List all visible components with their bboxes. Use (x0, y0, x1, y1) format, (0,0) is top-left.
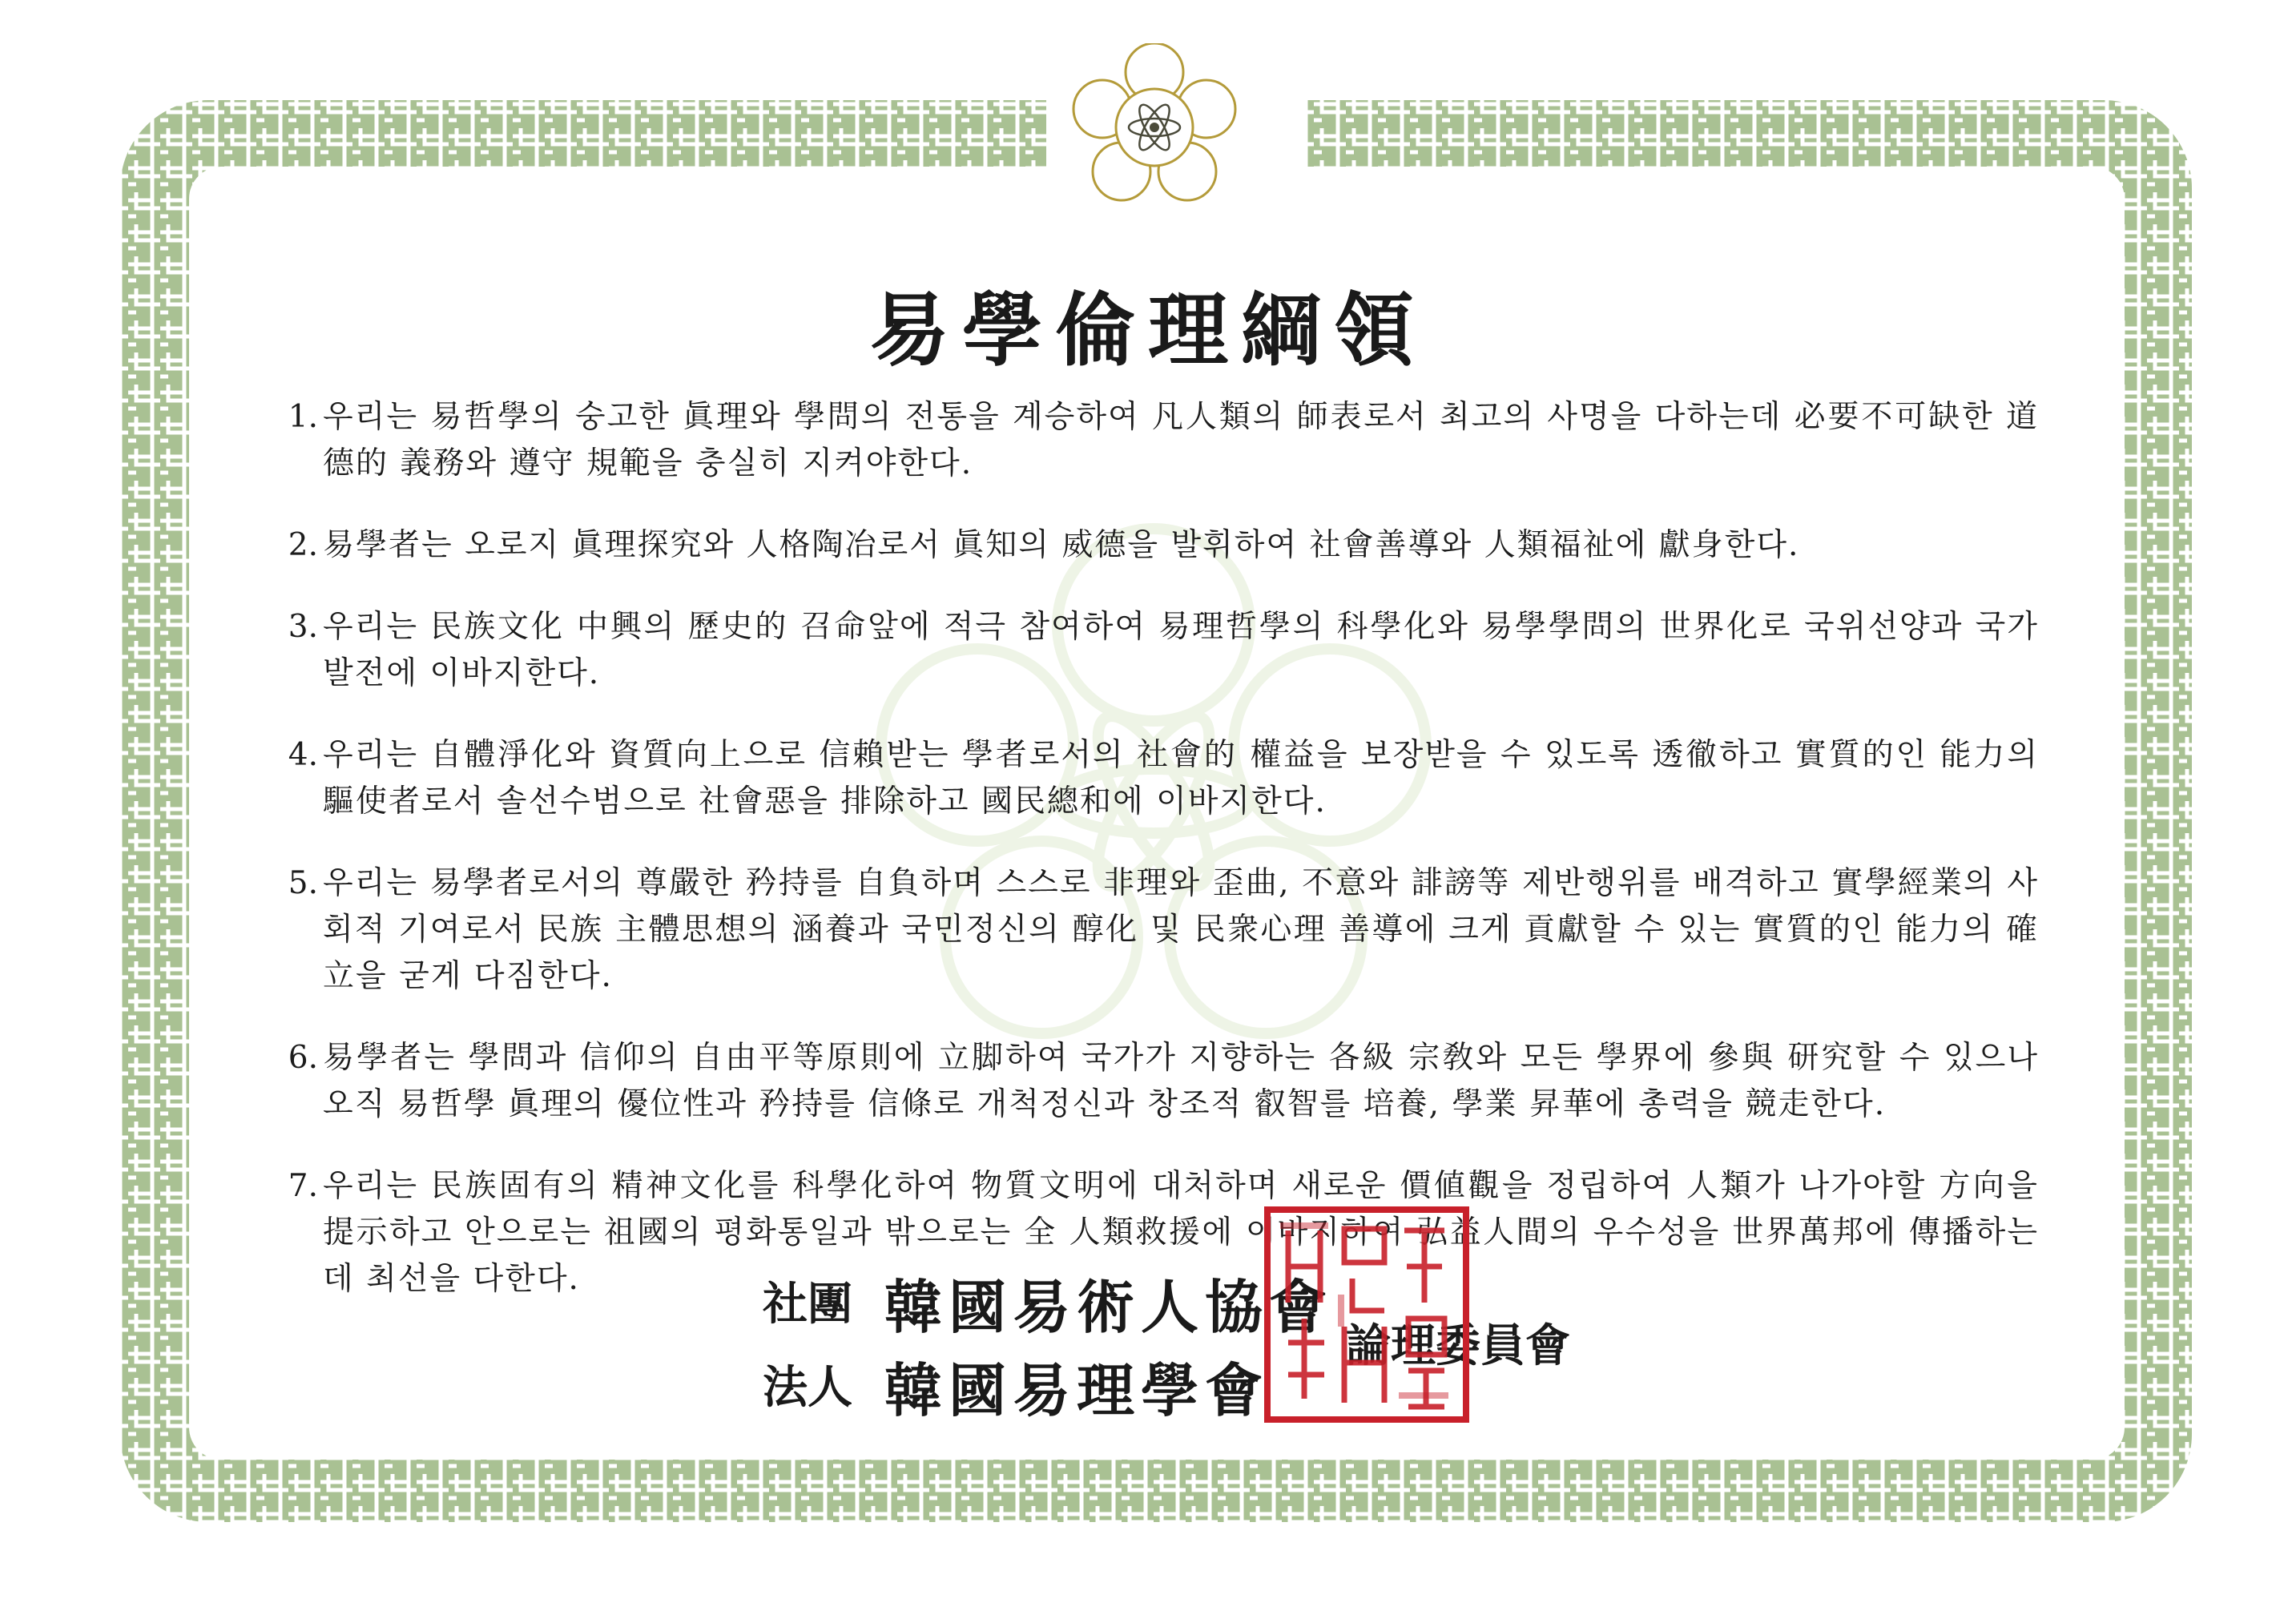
article-number: 2. (288, 527, 318, 563)
article-4 (276, 732, 2039, 825)
committee-name: 論理委員會 (1346, 1319, 1570, 1372)
article-number: 7. (288, 1168, 318, 1204)
article-5 (276, 860, 2039, 1000)
red-seal-stamp-icon (1264, 1206, 1469, 1423)
org-prefix-bottom: 法人 (763, 1361, 852, 1414)
document-title: 易學倫理綱領 (869, 283, 1427, 377)
org-name-top: 韓國易術人協會 (884, 1273, 1334, 1341)
emblem-icon (1070, 43, 1239, 211)
article-text: 우리는 民族文化 中興의 歷史的 召命앞에 적극 참여하여 易理哲學의 科學化와 易學學問의 世界化로 국위선양과 국가발전에 이바지한다. (323, 609, 2039, 691)
article-text: 우리는 易學者로서의 尊嚴한 矜持를 自負하며 스스로 非理와 歪曲, 不意와 誹謗等 제반행위를 배격하고 實學經業의 사회적 기여로서 民族 主體思想의 涵養과 국민정신의 醇化 및 民衆心理 善導에 크게 貢獻할 수 있는 實質的인 能力의 確立을 굳게 다짐한다. (323, 865, 2039, 994)
article-text: 우리는 民族固有의 精神文化를 科學化하여 物質文明에 대처하며 새로운 價値觀을 정립하여 人類가 나가야할 方向을 提示하고 안으로는 祖國의 평화통일과 밖으로는 全 人類救援에 이바지하여 弘益人間의 우수성을 世界萬邦에 傳播하는데 최선을 다한다. (323, 1168, 2039, 1297)
article-text: 易學者는 學問과 信仰의 自由平等原則에 立脚하여 국가가 지향하는 各級 宗敎와 모든 學界에 參與 研究할 수 있으나 오직 易哲學 眞理의 優位性과 矜持를 信條로 개척정신과 창조적 叡智를 培養, 學業 昇華에 총력을 競走한다. (323, 1040, 2039, 1122)
org-prefix-top: 社團 (763, 1278, 852, 1331)
article-number: 1. (288, 399, 318, 435)
article-1 (276, 394, 2039, 487)
article-3 (276, 604, 2039, 697)
article-number: 4. (288, 737, 318, 773)
org-name-bottom: 韓國易理學會 (884, 1356, 1270, 1424)
article-6 (276, 1035, 2039, 1128)
article-number: 5. (288, 865, 318, 901)
article-text: 우리는 易哲學의 숭고한 眞理와 學問의 전통을 계승하여 凡人類의 師表로서 최고의 사명을 다하는데 必要不可缺한 道德的 義務와 遵守 規範을 충실히 지켜야한다. (323, 399, 2039, 481)
article-text: 易學者는 오로지 眞理探究와 人格陶冶로서 眞知의 威德을 발휘하여 社會善導와 人類福祉에 獻身한다. (323, 527, 1800, 563)
article-number: 3. (288, 609, 318, 645)
articles-list (276, 394, 2039, 1338)
article-number: 6. (288, 1040, 318, 1076)
article-text: 우리는 自體淨化와 資質向上으로 信賴받는 學者로서의 社會的 權益을 보장받을 수 있도록 透徹하고 實質的인 能力의 驅使者로서 솔선수범으로 社會惡을 排除하고 國民總和에 이바지한다. (323, 737, 2039, 820)
article-2 (276, 522, 2039, 569)
